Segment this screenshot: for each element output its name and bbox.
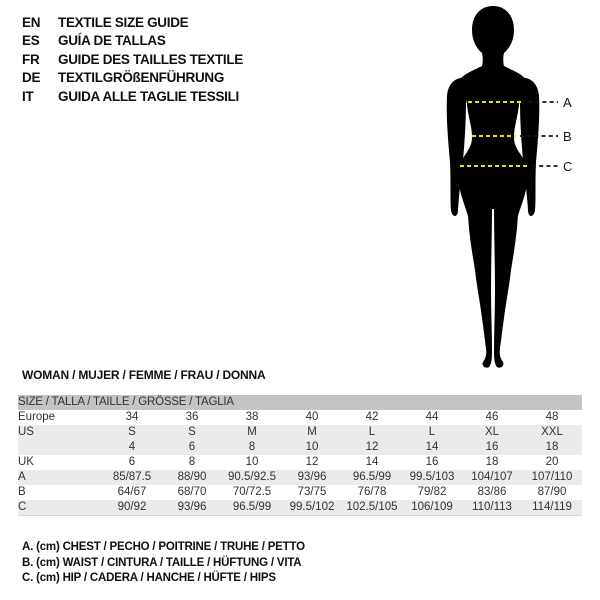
size-cell: 79/82 [417, 486, 447, 498]
size-cell: 48 [545, 411, 559, 423]
size-cell: 64/67 [117, 486, 147, 498]
size-cell: 114/119 [532, 501, 572, 513]
size-cell: L [428, 426, 436, 438]
table-row-uk [18, 455, 582, 470]
section-title: WOMAN / MUJER / FEMME / FRAU / DONNA [22, 368, 266, 382]
language-label: GUIDE DES TAILLES TEXTILE [58, 51, 244, 67]
size-cell: XL [484, 426, 500, 438]
size-cell: 20 [545, 456, 559, 468]
language-row-it [22, 88, 243, 106]
woman-silhouette [447, 6, 540, 368]
size-cell: 96.5/99 [232, 501, 272, 513]
row-label: B [18, 486, 26, 498]
size-cell: 90/92 [117, 501, 147, 513]
language-code: EN [22, 15, 41, 30]
size-cell: 107/110 [531, 471, 573, 483]
size-cell: 42 [365, 411, 379, 423]
size-cell: 14 [425, 441, 439, 453]
silhouette-right-leg [494, 203, 518, 367]
language-label: TEXTILE SIZE GUIDE [58, 15, 189, 30]
legend-line-c: C. (cm) HIP / CADERA / HANCHE / HÜFTE / HIPS [22, 572, 276, 584]
size-cell: 16 [425, 456, 439, 468]
size-cell: 4 [128, 441, 136, 453]
size-cell: 96.5/99 [352, 471, 392, 483]
row-label: A [18, 471, 26, 483]
size-cell: 18 [545, 441, 559, 453]
size-cell: 83/86 [477, 486, 507, 498]
language-label: TEXTILGRÖßENFÜHRUNG [58, 70, 225, 86]
row-label: C [18, 501, 27, 513]
woman-silhouette-figure [410, 2, 590, 374]
row-label: UK [18, 456, 34, 468]
language-row-en [22, 14, 243, 32]
size-cell: 110/113 [472, 501, 512, 513]
size-cell: M [247, 426, 257, 438]
size-cell: 14 [365, 456, 379, 468]
table-row-us-numeric [18, 440, 582, 455]
size-cell: S [128, 426, 136, 438]
size-cell: 10 [245, 456, 259, 468]
size-cell: 102.5/105 [346, 501, 398, 513]
legend-line-a: A. (cm) CHEST / PECHO / POITRINE / TRUHE / PETTO [22, 541, 305, 553]
size-cell: 106/109 [411, 501, 453, 513]
size-table [18, 395, 582, 516]
table-row-europe [18, 410, 582, 425]
size-cell: 46 [485, 411, 499, 423]
size-cell: 16 [485, 441, 499, 453]
marker-label-b: B [563, 129, 572, 144]
language-row-es [22, 32, 243, 50]
size-cell: 68/70 [177, 486, 207, 498]
measurement-legend [22, 540, 305, 587]
size-cell: 99.5/103 [409, 471, 455, 483]
size-cell: L [368, 426, 376, 438]
size-cell: 93/96 [297, 471, 327, 483]
size-cell: 34 [125, 411, 139, 423]
language-code: IT [22, 88, 34, 104]
size-cell: S [188, 426, 196, 438]
size-cell: 88/90 [177, 471, 207, 483]
size-cell: M [307, 426, 317, 438]
size-cell: 6 [128, 456, 136, 468]
size-cell: 36 [185, 411, 199, 423]
marker-label-a: A [563, 95, 572, 110]
silhouette-left-leg [468, 203, 492, 367]
row-label: US [18, 426, 34, 438]
language-label: GUIDA ALLE TAGLIE TESSILI [58, 88, 239, 104]
size-cell: 93/96 [177, 501, 207, 513]
size-table-body [18, 410, 582, 516]
legend-line-b: B. (cm) WAIST / CINTURA / TAILLE / HÜFTUNG / VITA [22, 556, 302, 569]
size-cell: 44 [425, 411, 439, 423]
size-cell: 12 [365, 441, 379, 453]
table-row-us [18, 425, 582, 440]
row-label: Europe [18, 411, 56, 423]
silhouette-torso [458, 6, 528, 216]
language-row-fr [22, 51, 243, 69]
size-cell: 73/75 [297, 486, 327, 498]
size-cell: 6 [188, 441, 196, 453]
table-row-a [18, 470, 582, 485]
size-cell: 12 [305, 456, 319, 468]
size-cell: XXL [541, 426, 563, 438]
size-table-wrap [18, 395, 582, 516]
size-cell: 99.5/102 [289, 501, 335, 513]
size-cell: 38 [245, 411, 259, 423]
size-cell: 70/72.5 [232, 486, 272, 498]
size-cell: 76/78 [357, 486, 387, 498]
size-cell: 18 [485, 456, 499, 468]
size-cell: 87/90 [537, 486, 567, 498]
language-code: FR [22, 51, 40, 67]
size-cell: 8 [248, 441, 256, 453]
language-list [22, 14, 243, 106]
language-label: GUÍA DE TALLAS [58, 33, 166, 49]
size-table-header: SIZE / TALLA / TAILLE / GRÖSSE / TAGLIA [18, 395, 582, 410]
size-cell: 40 [305, 411, 319, 423]
size-cell: 10 [305, 441, 319, 453]
table-row-b [18, 485, 582, 500]
size-cell: 8 [188, 456, 196, 468]
size-cell: 104/107 [471, 471, 513, 483]
language-code: ES [22, 33, 40, 49]
language-code: DE [22, 70, 41, 86]
size-cell: 85/87.5 [112, 471, 152, 483]
marker-label-c: C [563, 159, 573, 174]
row-label [18, 440, 102, 455]
language-row-de [22, 69, 243, 87]
size-cell: 90.5/92.5 [228, 471, 276, 483]
table-row-c [18, 500, 582, 516]
